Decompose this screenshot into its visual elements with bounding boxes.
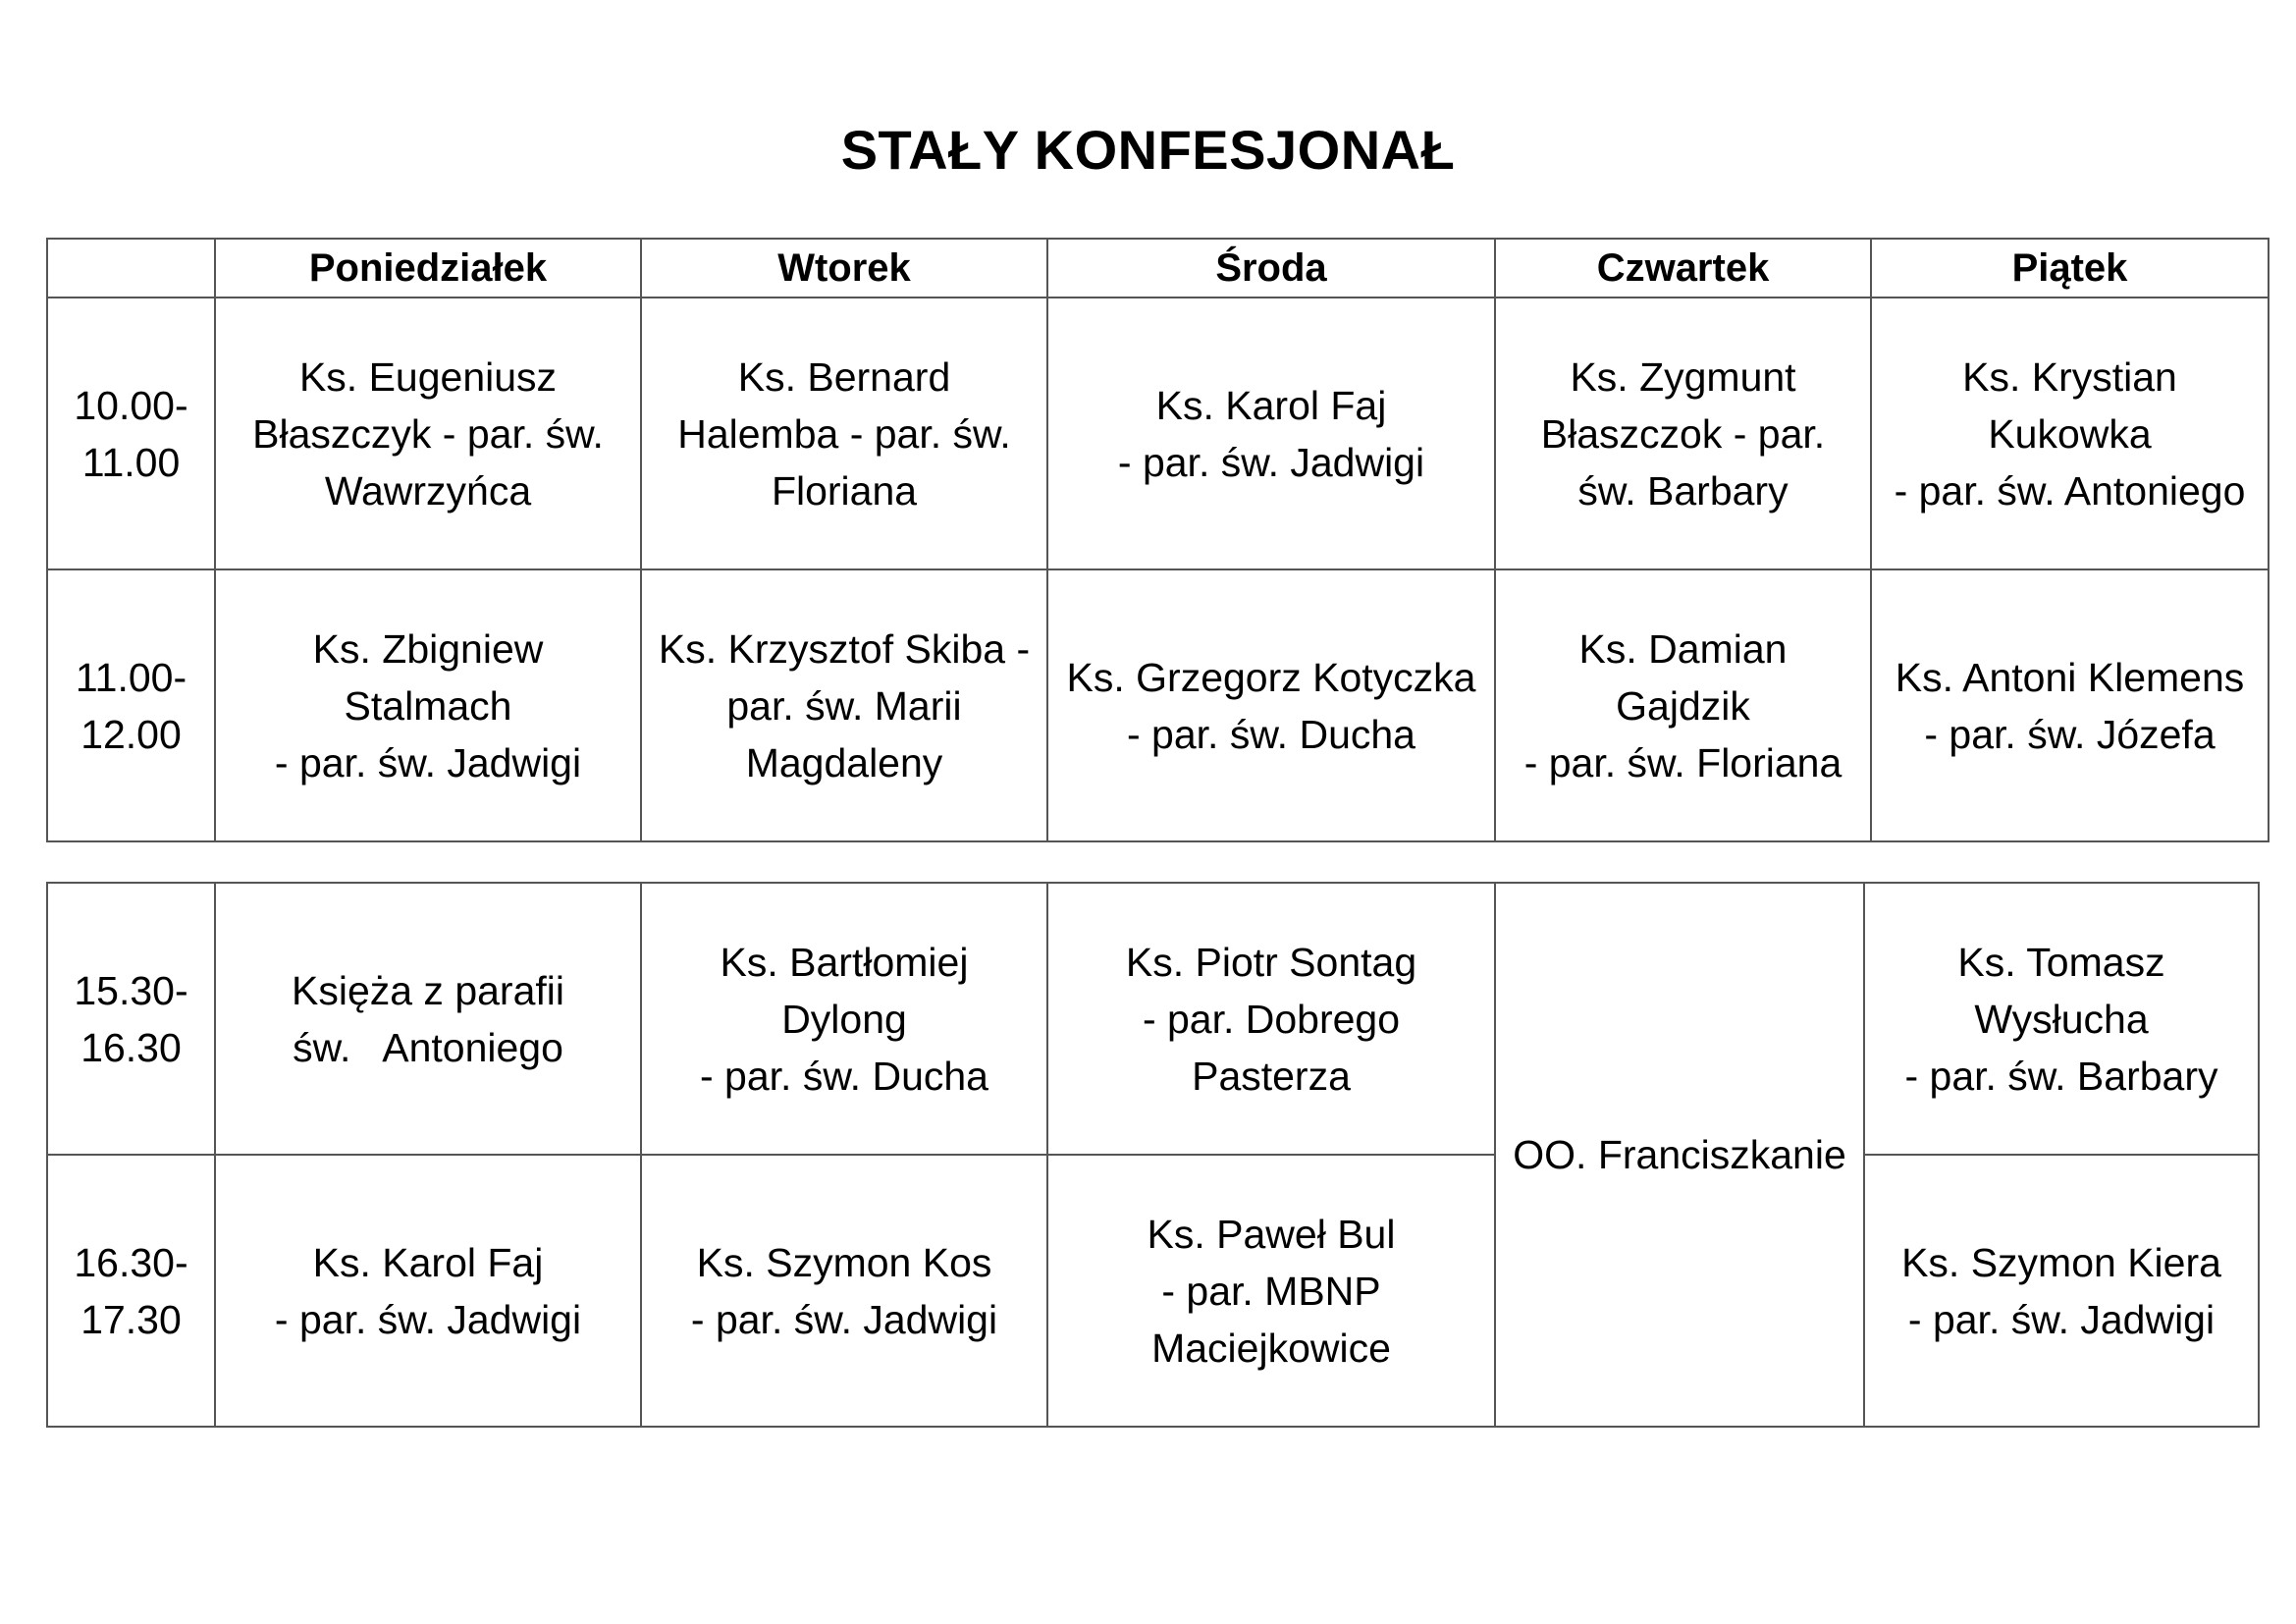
confessor-cell-wednesday	[1047, 298, 1495, 569]
time-slot-cell	[47, 1155, 215, 1427]
confessor-line: Ks. Szymon Kos	[696, 1239, 992, 1285]
confessor-cell-friday	[1864, 883, 2259, 1155]
confessor-line: Ks. Krystian	[1962, 353, 2177, 400]
confessor-line: - par. św. Jadwigi	[274, 1296, 582, 1342]
confessor-line: Wysłucha	[1974, 996, 2149, 1042]
confessor-line: Floriana	[771, 467, 918, 514]
confessor-line: - par. Dobrego	[1142, 996, 1401, 1042]
page-title: STAŁY KONFESJONAŁ	[840, 119, 1456, 181]
time-end: 16.30	[80, 1024, 182, 1070]
time-end: 17.30	[80, 1296, 182, 1342]
confessor-cell-friday	[1871, 298, 2269, 569]
confessor-line: Ks. Tomasz	[1957, 939, 2165, 985]
confessor-line: - par. św. Jadwigi	[1907, 1296, 2216, 1342]
confessor-line: - par. św. Jadwigi	[1117, 439, 1425, 485]
confessor-cell-thursday-merged: OO. Franciszkanie	[1495, 883, 1864, 1427]
time-start: 11.00-	[75, 654, 187, 700]
time-start: 10.00-	[74, 382, 188, 428]
confessor-line: Księża z parafii	[291, 967, 564, 1013]
confessor-cell-tuesday	[641, 1155, 1047, 1427]
confessor-cell-tuesday	[641, 298, 1047, 569]
confessor-line: Dylong	[781, 996, 907, 1042]
confessor-line: Ks. Karol Faj	[312, 1239, 544, 1285]
time-end: 12.00	[80, 711, 182, 757]
confessor-line: Ks. Zbigniew	[312, 625, 544, 672]
confessor-cell-monday	[215, 1155, 641, 1427]
confessor-line: Kukowka	[1988, 410, 2152, 457]
confessor-line: Ks. Krzysztof Skiba -	[658, 625, 1031, 672]
confessor-line: - par. św. Jadwigi	[690, 1296, 998, 1342]
confessor-line: Ks. Zygmunt	[1570, 353, 1796, 400]
confessor-line: - par. św. Barbary	[1904, 1053, 2218, 1099]
confessor-cell-monday	[215, 298, 641, 569]
confessor-line: Ks. Bartłomiej	[720, 939, 969, 985]
confessor-line: Magdaleny	[745, 739, 943, 785]
header-friday: Piątek	[1871, 239, 2269, 298]
confessor-line: Pasterza	[1192, 1053, 1351, 1099]
table-row	[47, 883, 2259, 1155]
time-slot-cell	[47, 883, 215, 1155]
confessor-line: Ks. Piotr Sontag	[1125, 939, 1417, 985]
confessor-line: - par. św. Józefa	[1924, 711, 2216, 757]
confessor-line: - par. św. Floriana	[1523, 739, 1842, 785]
confessor-line: Ks. Szymon Kiera	[1901, 1239, 2221, 1285]
confessor-cell-tuesday	[641, 883, 1047, 1155]
time-slot-cell	[47, 298, 215, 569]
header-tuesday: Wtorek	[641, 239, 1047, 298]
table-row	[47, 298, 2269, 569]
confessor-cell-wednesday	[1047, 569, 1495, 841]
time-end: 11.00	[81, 439, 181, 485]
confessor-line: - par. MBNP	[1161, 1268, 1381, 1314]
confessor-line: Ks. Karol Faj	[1155, 382, 1387, 428]
confessor-line: - par. św. Antoniego	[1894, 467, 2246, 514]
confessor-line: Błaszczok - par.	[1540, 410, 1826, 457]
confessor-cell-wednesday	[1047, 1155, 1495, 1427]
confessor-line: Maciejkowice	[1151, 1325, 1391, 1371]
confessor-line: Ks. Eugeniusz	[298, 353, 558, 400]
confessor-line: św. Antoniego	[293, 1024, 563, 1070]
confessor-line: Stalmach	[344, 682, 512, 729]
time-start: 15.30-	[74, 967, 188, 1013]
time-start: 16.30-	[74, 1239, 188, 1285]
confessor-cell-monday	[215, 883, 641, 1155]
confessor-line: - par. św. Ducha	[1127, 711, 1415, 757]
confessor-cell-tuesday	[641, 569, 1047, 841]
confessor-line: - par. św. Ducha	[700, 1053, 988, 1099]
confessor-cell-monday	[215, 569, 641, 841]
confessor-cell-thursday	[1495, 298, 1871, 569]
confessor-cell-wednesday	[1047, 883, 1495, 1155]
confessor-line: Ks. Damian	[1578, 625, 1788, 672]
confessor-line: - par. św. Jadwigi	[274, 739, 582, 785]
header-monday: Poniedziałek	[215, 239, 641, 298]
confessor-line: Ks. Bernard	[737, 353, 951, 400]
confessor-line: Halemba - par. św.	[677, 410, 1011, 457]
schedule-table-morning	[46, 238, 2269, 842]
header-thursday: Czwartek	[1495, 239, 1871, 298]
schedule-table-afternoon	[46, 882, 2260, 1428]
confessor-line: Ks. Grzegorz Kotyczka	[1066, 654, 1476, 700]
confessor-line: Ks. Antoni Klemens	[1895, 654, 2245, 700]
confessor-line: Błaszczyk - par. św.	[252, 410, 604, 457]
time-slot-cell	[47, 569, 215, 841]
confessor-line: Ks. Paweł Bul	[1147, 1211, 1396, 1257]
confessor-cell-thursday	[1495, 569, 1871, 841]
confessor-line: par. św. Marii	[726, 682, 962, 729]
confessor-line: Gajdzik	[1616, 682, 1750, 729]
table-header-row	[47, 239, 2269, 298]
table-row	[47, 1155, 2259, 1427]
header-wednesday: Środa	[1047, 239, 1495, 298]
confessor-line: Wawrzyńca	[324, 467, 532, 514]
header-empty-cell	[47, 239, 215, 298]
confessor-line: św. Barbary	[1577, 467, 1789, 514]
confessor-cell-friday	[1864, 1155, 2259, 1427]
table-row	[47, 569, 2269, 841]
confessor-cell-friday	[1871, 569, 2269, 841]
